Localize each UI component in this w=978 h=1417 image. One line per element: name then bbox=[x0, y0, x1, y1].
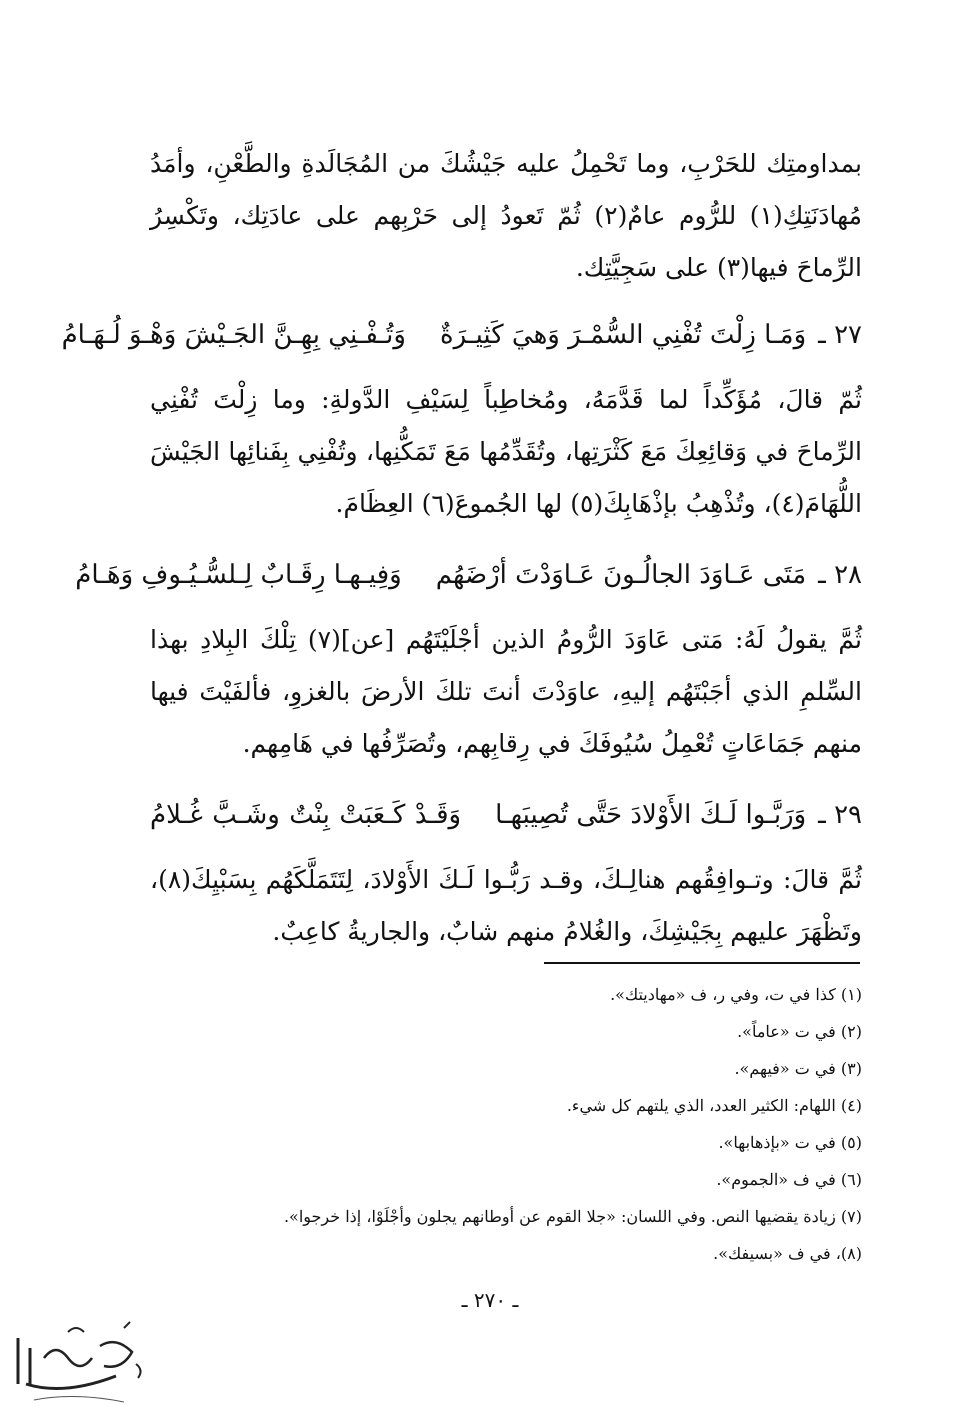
verse-first-hemistich: وَمَـا زِلْتَ تُفْنِي السُّمْـرَ وَهيَ كَثِيـرَةٌ bbox=[439, 320, 807, 350]
verse-27 bbox=[61, 306, 862, 364]
commentary-29: ثُمَّ قالَ: وتـوافِقُهم هنالِـكَ، وقـد رَبُّـوا لَـكَ الأَوْلادَ، لِتَتَمَلَّكَهُم بِسَبْيِكَ(٨)، وتَظْهَرَ عليهم بِجَيْشِكَ، والغُلامُ منهم شابٌ، والجاريةُ كاعِبٌ. bbox=[150, 865, 862, 946]
footnote-3: (٣) في ت «فيهم». bbox=[734, 1059, 862, 1078]
footnote-1: (١) كذا في ت، وفي ر، ف «مهاديتك». bbox=[610, 985, 862, 1004]
calligraphy-stamp-logo bbox=[4, 1318, 154, 1410]
paragraph-intro: بمداومتِك للحَرْبِ، وما تَحْمِلُ عليه جَيْشُكَ من المُجَالَدةِ والطَّعْنِ، وأمَدُ مُهادَنَتِكِ(١) للرُّوم عامٌ(٢) ثُمّ تَعودُ إلى حَرْبِهم على عادَتِك، وتَكْسِرُ الرِّماحَ فيها(٣) على سَجِيَّتِك. bbox=[150, 149, 862, 282]
footnote-8: (٨)، في ف «بسيفك». bbox=[713, 1244, 862, 1263]
footnote-6: (٦) في ف «الجموم». bbox=[716, 1170, 862, 1189]
verse-second-hemistich: وَقَـدْ كَـعَبَتْ بِنْتٌ وشَـبَّ غُـلامُ bbox=[149, 800, 462, 830]
verse-28 bbox=[75, 546, 862, 604]
footnotes bbox=[150, 976, 862, 1272]
verse-second-hemistich: وَفِيـهـا رِقَـابٌ لِـلسُّـيُـوفِ وَهَـامُ bbox=[75, 560, 402, 590]
footnote-divider bbox=[544, 962, 860, 964]
verse-number: ٢٩ ـ bbox=[818, 800, 862, 830]
verse-number: ٢٧ ـ bbox=[818, 320, 862, 350]
verse-29 bbox=[150, 786, 862, 844]
verse-number: ٢٨ ـ bbox=[818, 560, 862, 590]
footnote-4: (٤) اللهام: الكثير العدد، الذي يلتهم كل شيء. bbox=[566, 1096, 862, 1115]
commentary-27: ثُمّ قالَ، مُؤَكِّداً لما قَدَّمَهُ، ومُخاطِباً لِسَيْفِ الدَّولةِ: وما زِلْتَ تُفْنِي الرِّماحَ في وَقائِعِكَ مَعَ كَثْرَتِها، وتُقَدِّمُها مَعَ تَمَكُّنِها، وتُفْنِي بِفَنائِها الجَيْشَ اللُّهَامَ(٤)، وتُذْهِبُ بإذْهَابِكَ(٥) لها الجُموعَ(٦) العِظَامَ. bbox=[150, 385, 862, 518]
verse-second-hemistich: وَتُـفْـنِي بِهِـنَّ الجَـيْشَ وَهْـوَ لُـهَـامُ bbox=[61, 320, 406, 350]
footnote-7: (٧) زيادة يقضيها النص. وفي اللسان: «جلا القوم عن أوطانهم يجلون وأجْلَوْا، إذا خرجوا». bbox=[283, 1207, 862, 1226]
footnote-2: (٢) في ت «عاماً». bbox=[737, 1022, 862, 1041]
page-number: ـ ٢٧٠ ـ bbox=[461, 1288, 519, 1312]
footnote-5: (٥) في ت «بإذهابها». bbox=[718, 1133, 862, 1152]
commentary-28: ثُمَّ يقولُ لَهُ: مَتى عَاوَدَ الرُّومُ الذين أجْلَيْتَهُم [عن](٧) تِلْكَ البِلادِ بهذا السِّلمِ الذي أجَبْتَهُم إليهِ، عاوَدْتَ أنتَ تلكَ الأرضَ بالغزوِ، فألفَيْتَ فيها منهم جَمَاعَاتٍ تُعْمِلُ سُيُوفَكَ في رِقابِهم، وتُصَرِّفُها في هَامِهم. bbox=[150, 625, 863, 758]
verse-first-hemistich: مَتَى عَـاوَدَ الجالُـونَ عَـاوَدْتَ أرْضَهُم bbox=[435, 560, 807, 590]
verse-first-hemistich: وَرَبَّـوا لَـكَ الأَوْلادَ حَتَّى تُصِيبَهـا bbox=[495, 800, 807, 830]
main-text bbox=[61, 138, 863, 974]
